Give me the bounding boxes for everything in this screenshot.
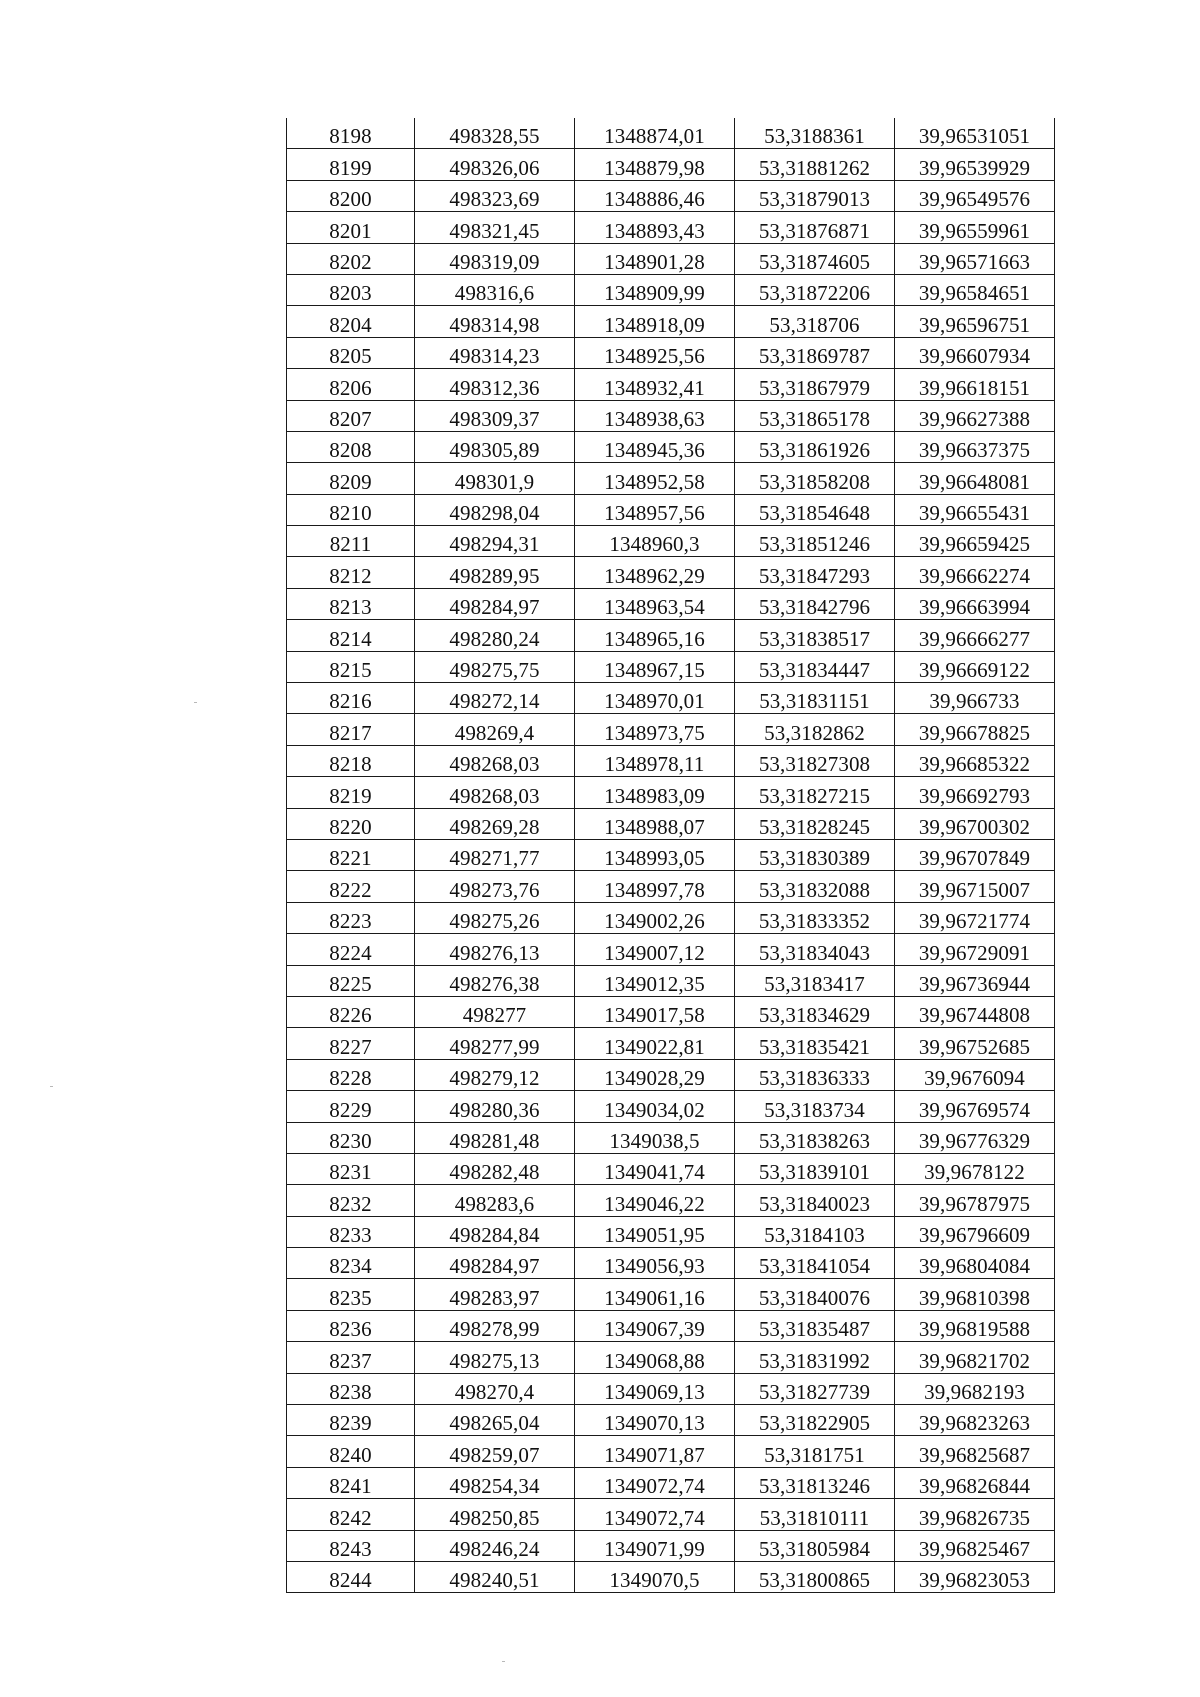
latitude-cell: 53,31836333 (735, 1059, 895, 1090)
y-coordinate-cell: 1349069,13 (575, 1373, 735, 1404)
latitude-cell: 53,31834629 (735, 996, 895, 1027)
point-number-cell: 8231 (287, 1153, 415, 1184)
table-row (287, 1436, 1055, 1467)
latitude-cell: 53,31830389 (735, 839, 895, 870)
x-coordinate-cell: 498268,03 (415, 745, 575, 776)
table-row (287, 1467, 1055, 1498)
table-row (287, 1310, 1055, 1341)
longitude-cell: 39,96823053 (895, 1561, 1055, 1592)
latitude-cell: 53,31834447 (735, 651, 895, 682)
point-number-cell: 8236 (287, 1310, 415, 1341)
latitude-cell: 53,31835421 (735, 1028, 895, 1059)
y-coordinate-cell: 1348925,56 (575, 337, 735, 368)
longitude-cell: 39,96531051 (895, 118, 1055, 149)
point-number-cell: 8235 (287, 1279, 415, 1310)
x-coordinate-cell: 498301,9 (415, 463, 575, 494)
table-row (287, 180, 1055, 211)
table-row (287, 1530, 1055, 1561)
latitude-cell: 53,31865178 (735, 400, 895, 431)
point-number-cell: 8204 (287, 306, 415, 337)
longitude-cell: 39,96744808 (895, 996, 1055, 1027)
table-row (287, 1185, 1055, 1216)
y-coordinate-cell: 1349046,22 (575, 1185, 735, 1216)
latitude-cell: 53,31861926 (735, 431, 895, 462)
x-coordinate-cell: 498321,45 (415, 212, 575, 243)
x-coordinate-cell: 498254,34 (415, 1467, 575, 1498)
table-row (287, 526, 1055, 557)
x-coordinate-cell: 498312,36 (415, 369, 575, 400)
y-coordinate-cell: 1349051,95 (575, 1216, 735, 1247)
point-number-cell: 8226 (287, 996, 415, 1027)
latitude-cell: 53,31851246 (735, 526, 895, 557)
x-coordinate-cell: 498284,97 (415, 1248, 575, 1279)
point-number-cell: 8228 (287, 1059, 415, 1090)
x-coordinate-cell: 498269,28 (415, 808, 575, 839)
longitude-cell: 39,96787975 (895, 1185, 1055, 1216)
point-number-cell: 8243 (287, 1530, 415, 1561)
point-number-cell: 8233 (287, 1216, 415, 1247)
coordinates-table-body (287, 118, 1055, 1593)
longitude-cell: 39,96669122 (895, 651, 1055, 682)
y-coordinate-cell: 1349070,5 (575, 1561, 735, 1592)
longitude-cell: 39,96796609 (895, 1216, 1055, 1247)
y-coordinate-cell: 1348957,56 (575, 494, 735, 525)
y-coordinate-cell: 1349034,02 (575, 1091, 735, 1122)
scan-speck (502, 1661, 505, 1662)
point-number-cell: 8211 (287, 526, 415, 557)
x-coordinate-cell: 498284,97 (415, 588, 575, 619)
y-coordinate-cell: 1348988,07 (575, 808, 735, 839)
x-coordinate-cell: 498275,75 (415, 651, 575, 682)
x-coordinate-cell: 498309,37 (415, 400, 575, 431)
point-number-cell: 8230 (287, 1122, 415, 1153)
longitude-cell: 39,96769574 (895, 1091, 1055, 1122)
y-coordinate-cell: 1349071,87 (575, 1436, 735, 1467)
table-row (287, 871, 1055, 902)
y-coordinate-cell: 1348983,09 (575, 777, 735, 808)
longitude-cell: 39,96678825 (895, 714, 1055, 745)
table-row (287, 1028, 1055, 1059)
table-row (287, 306, 1055, 337)
latitude-cell: 53,31879013 (735, 180, 895, 211)
latitude-cell: 53,31839101 (735, 1153, 895, 1184)
latitude-cell: 53,31881262 (735, 149, 895, 180)
x-coordinate-cell: 498280,36 (415, 1091, 575, 1122)
point-number-cell: 8205 (287, 337, 415, 368)
y-coordinate-cell: 1348886,46 (575, 180, 735, 211)
latitude-cell: 53,3184103 (735, 1216, 895, 1247)
y-coordinate-cell: 1348918,09 (575, 306, 735, 337)
latitude-cell: 53,31847293 (735, 557, 895, 588)
longitude-cell: 39,96692793 (895, 777, 1055, 808)
longitude-cell: 39,96736944 (895, 965, 1055, 996)
y-coordinate-cell: 1348932,41 (575, 369, 735, 400)
x-coordinate-cell: 498314,98 (415, 306, 575, 337)
latitude-cell: 53,31841054 (735, 1248, 895, 1279)
longitude-cell: 39,96607934 (895, 337, 1055, 368)
longitude-cell: 39,9676094 (895, 1059, 1055, 1090)
y-coordinate-cell: 1348952,58 (575, 463, 735, 494)
x-coordinate-cell: 498298,04 (415, 494, 575, 525)
point-number-cell: 8200 (287, 180, 415, 211)
longitude-cell: 39,96596751 (895, 306, 1055, 337)
table-row (287, 1248, 1055, 1279)
table-row (287, 1059, 1055, 1090)
latitude-cell: 53,31869787 (735, 337, 895, 368)
table-row (287, 1405, 1055, 1436)
x-coordinate-cell: 498281,48 (415, 1122, 575, 1153)
longitude-cell: 39,96729091 (895, 934, 1055, 965)
longitude-cell: 39,96825467 (895, 1530, 1055, 1561)
x-coordinate-cell: 498275,26 (415, 902, 575, 933)
point-number-cell: 8210 (287, 494, 415, 525)
latitude-cell: 53,31840076 (735, 1279, 895, 1310)
y-coordinate-cell: 1348967,15 (575, 651, 735, 682)
longitude-cell: 39,96655431 (895, 494, 1055, 525)
y-coordinate-cell: 1348962,29 (575, 557, 735, 588)
y-coordinate-cell: 1348879,98 (575, 149, 735, 180)
longitude-cell: 39,96559961 (895, 212, 1055, 243)
y-coordinate-cell: 1348909,99 (575, 274, 735, 305)
x-coordinate-cell: 498259,07 (415, 1436, 575, 1467)
table-row (287, 369, 1055, 400)
point-number-cell: 8212 (287, 557, 415, 588)
x-coordinate-cell: 498289,95 (415, 557, 575, 588)
x-coordinate-cell: 498323,69 (415, 180, 575, 211)
longitude-cell: 39,96826735 (895, 1499, 1055, 1530)
x-coordinate-cell: 498276,13 (415, 934, 575, 965)
table-row (287, 274, 1055, 305)
y-coordinate-cell: 1349002,26 (575, 902, 735, 933)
latitude-cell: 53,31834043 (735, 934, 895, 965)
table-row (287, 557, 1055, 588)
x-coordinate-cell: 498279,12 (415, 1059, 575, 1090)
y-coordinate-cell: 1349061,16 (575, 1279, 735, 1310)
y-coordinate-cell: 1348945,36 (575, 431, 735, 462)
point-number-cell: 8237 (287, 1342, 415, 1373)
x-coordinate-cell: 498240,51 (415, 1561, 575, 1592)
table-row (287, 714, 1055, 745)
point-number-cell: 8239 (287, 1405, 415, 1436)
table-row (287, 1342, 1055, 1373)
point-number-cell: 8244 (287, 1561, 415, 1592)
point-number-cell: 8202 (287, 243, 415, 274)
latitude-cell: 53,31827215 (735, 777, 895, 808)
x-coordinate-cell: 498275,13 (415, 1342, 575, 1373)
y-coordinate-cell: 1349068,88 (575, 1342, 735, 1373)
y-coordinate-cell: 1348997,78 (575, 871, 735, 902)
point-number-cell: 8209 (287, 463, 415, 494)
y-coordinate-cell: 1349071,99 (575, 1530, 735, 1561)
point-number-cell: 8240 (287, 1436, 415, 1467)
x-coordinate-cell: 498294,31 (415, 526, 575, 557)
latitude-cell: 53,31831151 (735, 683, 895, 714)
point-number-cell: 8232 (287, 1185, 415, 1216)
x-coordinate-cell: 498278,99 (415, 1310, 575, 1341)
longitude-cell: 39,96715007 (895, 871, 1055, 902)
table-row (287, 1373, 1055, 1404)
longitude-cell: 39,96810398 (895, 1279, 1055, 1310)
latitude-cell: 53,31867979 (735, 369, 895, 400)
point-number-cell: 8238 (287, 1373, 415, 1404)
point-number-cell: 8206 (287, 369, 415, 400)
longitude-cell: 39,96823263 (895, 1405, 1055, 1436)
longitude-cell: 39,96618151 (895, 369, 1055, 400)
latitude-cell: 53,31822905 (735, 1405, 895, 1436)
y-coordinate-cell: 1348965,16 (575, 620, 735, 651)
longitude-cell: 39,96826844 (895, 1467, 1055, 1498)
y-coordinate-cell: 1349017,58 (575, 996, 735, 1027)
y-coordinate-cell: 1348970,01 (575, 683, 735, 714)
point-number-cell: 8227 (287, 1028, 415, 1059)
point-number-cell: 8217 (287, 714, 415, 745)
table-row (287, 934, 1055, 965)
point-number-cell: 8198 (287, 118, 415, 149)
longitude-cell: 39,96821702 (895, 1342, 1055, 1373)
point-number-cell: 8219 (287, 777, 415, 808)
point-number-cell: 8242 (287, 1499, 415, 1530)
point-number-cell: 8224 (287, 934, 415, 965)
longitude-cell: 39,96539929 (895, 149, 1055, 180)
y-coordinate-cell: 1349072,74 (575, 1499, 735, 1530)
latitude-cell: 53,31840023 (735, 1185, 895, 1216)
longitude-cell: 39,96666277 (895, 620, 1055, 651)
latitude-cell: 53,31842796 (735, 588, 895, 619)
x-coordinate-cell: 498319,09 (415, 243, 575, 274)
table-row (287, 965, 1055, 996)
x-coordinate-cell: 498250,85 (415, 1499, 575, 1530)
y-coordinate-cell: 1348938,63 (575, 400, 735, 431)
table-row (287, 1216, 1055, 1247)
latitude-cell: 53,31810111 (735, 1499, 895, 1530)
table-row (287, 494, 1055, 525)
longitude-cell: 39,96707849 (895, 839, 1055, 870)
longitude-cell: 39,9678122 (895, 1153, 1055, 1184)
x-coordinate-cell: 498273,76 (415, 871, 575, 902)
x-coordinate-cell: 498328,55 (415, 118, 575, 149)
table-row (287, 777, 1055, 808)
y-coordinate-cell: 1348963,54 (575, 588, 735, 619)
y-coordinate-cell: 1349038,5 (575, 1122, 735, 1153)
table-row (287, 337, 1055, 368)
table-row (287, 1561, 1055, 1592)
point-number-cell: 8234 (287, 1248, 415, 1279)
longitude-cell: 39,96659425 (895, 526, 1055, 557)
table-row (287, 996, 1055, 1027)
y-coordinate-cell: 1348960,3 (575, 526, 735, 557)
x-coordinate-cell: 498265,04 (415, 1405, 575, 1436)
y-coordinate-cell: 1348893,43 (575, 212, 735, 243)
scan-speck (194, 702, 197, 703)
point-number-cell: 8215 (287, 651, 415, 682)
table-row (287, 745, 1055, 776)
point-number-cell: 8229 (287, 1091, 415, 1122)
longitude-cell: 39,96662274 (895, 557, 1055, 588)
longitude-cell: 39,96571663 (895, 243, 1055, 274)
latitude-cell: 53,31805984 (735, 1530, 895, 1561)
table-row (287, 463, 1055, 494)
table-row (287, 1499, 1055, 1530)
longitude-cell: 39,96700302 (895, 808, 1055, 839)
longitude-cell: 39,96627388 (895, 400, 1055, 431)
point-number-cell: 8221 (287, 839, 415, 870)
longitude-cell: 39,96685322 (895, 745, 1055, 776)
x-coordinate-cell: 498305,89 (415, 431, 575, 462)
table-row (287, 588, 1055, 619)
longitude-cell: 39,96584651 (895, 274, 1055, 305)
latitude-cell: 53,3183734 (735, 1091, 895, 1122)
latitude-cell: 53,31832088 (735, 871, 895, 902)
longitude-cell: 39,96819588 (895, 1310, 1055, 1341)
x-coordinate-cell: 498284,84 (415, 1216, 575, 1247)
table-row (287, 651, 1055, 682)
longitude-cell: 39,96549576 (895, 180, 1055, 211)
table-row (287, 1279, 1055, 1310)
longitude-cell: 39,96804084 (895, 1248, 1055, 1279)
scan-speck (50, 1086, 53, 1087)
point-number-cell: 8201 (287, 212, 415, 243)
y-coordinate-cell: 1349056,93 (575, 1248, 735, 1279)
y-coordinate-cell: 1348978,11 (575, 745, 735, 776)
longitude-cell: 39,9682193 (895, 1373, 1055, 1404)
x-coordinate-cell: 498316,6 (415, 274, 575, 305)
coordinates-table (286, 118, 1055, 1593)
x-coordinate-cell: 498326,06 (415, 149, 575, 180)
point-number-cell: 8225 (287, 965, 415, 996)
point-number-cell: 8203 (287, 274, 415, 305)
table-row (287, 243, 1055, 274)
table-row (287, 1122, 1055, 1153)
x-coordinate-cell: 498282,48 (415, 1153, 575, 1184)
latitude-cell: 53,31833352 (735, 902, 895, 933)
latitude-cell: 53,3182862 (735, 714, 895, 745)
x-coordinate-cell: 498280,24 (415, 620, 575, 651)
table-row (287, 839, 1055, 870)
latitude-cell: 53,31800865 (735, 1561, 895, 1592)
longitude-cell: 39,96637375 (895, 431, 1055, 462)
table-row (287, 1153, 1055, 1184)
point-number-cell: 8220 (287, 808, 415, 839)
latitude-cell: 53,31874605 (735, 243, 895, 274)
latitude-cell: 53,31827308 (735, 745, 895, 776)
table-row (287, 431, 1055, 462)
latitude-cell: 53,31827739 (735, 1373, 895, 1404)
longitude-cell: 39,96663994 (895, 588, 1055, 619)
point-number-cell: 8213 (287, 588, 415, 619)
latitude-cell: 53,31835487 (735, 1310, 895, 1341)
x-coordinate-cell: 498271,77 (415, 839, 575, 870)
latitude-cell: 53,3188361 (735, 118, 895, 149)
y-coordinate-cell: 1349070,13 (575, 1405, 735, 1436)
point-number-cell: 8199 (287, 149, 415, 180)
x-coordinate-cell: 498246,24 (415, 1530, 575, 1561)
x-coordinate-cell: 498314,23 (415, 337, 575, 368)
longitude-cell: 39,96721774 (895, 902, 1055, 933)
latitude-cell: 53,3183417 (735, 965, 895, 996)
y-coordinate-cell: 1349012,35 (575, 965, 735, 996)
point-number-cell: 8207 (287, 400, 415, 431)
point-number-cell: 8208 (287, 431, 415, 462)
y-coordinate-cell: 1349041,74 (575, 1153, 735, 1184)
table-row (287, 400, 1055, 431)
x-coordinate-cell: 498283,97 (415, 1279, 575, 1310)
table-row (287, 212, 1055, 243)
table-row (287, 683, 1055, 714)
y-coordinate-cell: 1348901,28 (575, 243, 735, 274)
x-coordinate-cell: 498272,14 (415, 683, 575, 714)
x-coordinate-cell: 498269,4 (415, 714, 575, 745)
point-number-cell: 8214 (287, 620, 415, 651)
x-coordinate-cell: 498277 (415, 996, 575, 1027)
point-number-cell: 8216 (287, 683, 415, 714)
x-coordinate-cell: 498270,4 (415, 1373, 575, 1404)
y-coordinate-cell: 1349007,12 (575, 934, 735, 965)
y-coordinate-cell: 1349028,29 (575, 1059, 735, 1090)
table-row (287, 620, 1055, 651)
x-coordinate-cell: 498283,6 (415, 1185, 575, 1216)
longitude-cell: 39,966733 (895, 683, 1055, 714)
y-coordinate-cell: 1349022,81 (575, 1028, 735, 1059)
point-number-cell: 8218 (287, 745, 415, 776)
latitude-cell: 53,31858208 (735, 463, 895, 494)
y-coordinate-cell: 1349067,39 (575, 1310, 735, 1341)
y-coordinate-cell: 1349072,74 (575, 1467, 735, 1498)
longitude-cell: 39,96752685 (895, 1028, 1055, 1059)
table-row (287, 808, 1055, 839)
latitude-cell: 53,31838517 (735, 620, 895, 651)
latitude-cell: 53,31854648 (735, 494, 895, 525)
y-coordinate-cell: 1348993,05 (575, 839, 735, 870)
latitude-cell: 53,3181751 (735, 1436, 895, 1467)
table-row (287, 149, 1055, 180)
table-row (287, 1091, 1055, 1122)
latitude-cell: 53,31838263 (735, 1122, 895, 1153)
point-number-cell: 8223 (287, 902, 415, 933)
x-coordinate-cell: 498277,99 (415, 1028, 575, 1059)
longitude-cell: 39,96776329 (895, 1122, 1055, 1153)
table-row (287, 902, 1055, 933)
latitude-cell: 53,31813246 (735, 1467, 895, 1498)
x-coordinate-cell: 498268,03 (415, 777, 575, 808)
longitude-cell: 39,96648081 (895, 463, 1055, 494)
longitude-cell: 39,96825687 (895, 1436, 1055, 1467)
latitude-cell: 53,31831992 (735, 1342, 895, 1373)
table-row (287, 118, 1055, 149)
y-coordinate-cell: 1348874,01 (575, 118, 735, 149)
point-number-cell: 8241 (287, 1467, 415, 1498)
latitude-cell: 53,31828245 (735, 808, 895, 839)
y-coordinate-cell: 1348973,75 (575, 714, 735, 745)
latitude-cell: 53,31872206 (735, 274, 895, 305)
x-coordinate-cell: 498276,38 (415, 965, 575, 996)
point-number-cell: 8222 (287, 871, 415, 902)
latitude-cell: 53,31876871 (735, 212, 895, 243)
latitude-cell: 53,318706 (735, 306, 895, 337)
